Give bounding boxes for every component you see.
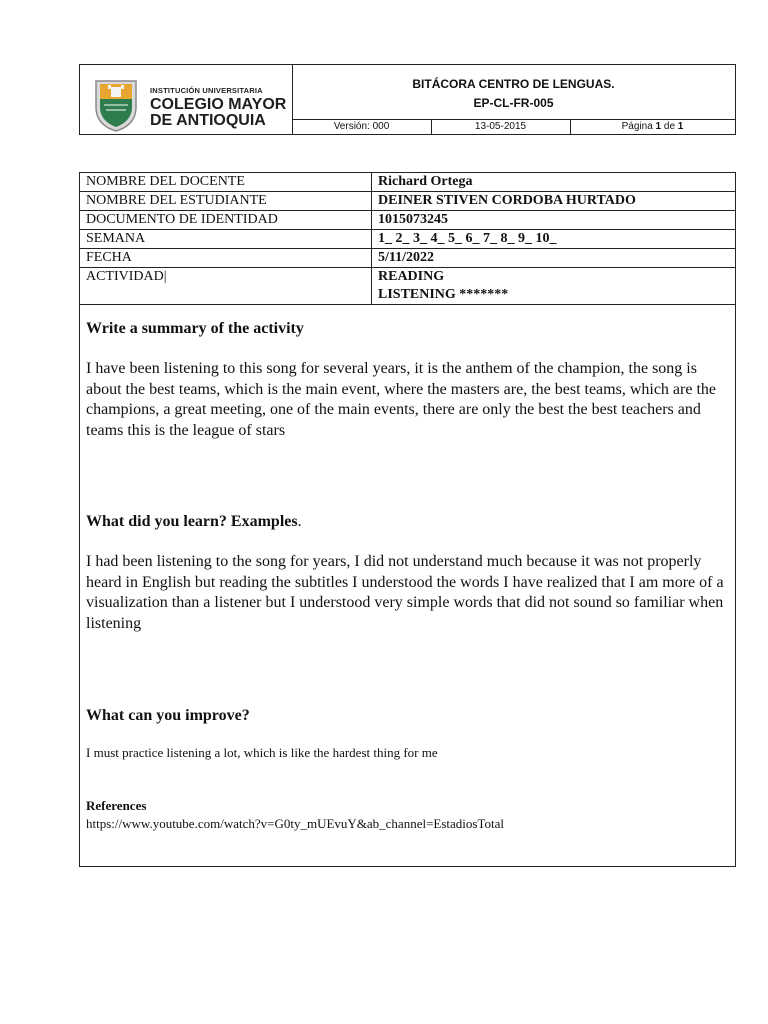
date-value: 5/11/2022	[372, 249, 736, 268]
date-cell: 13-05-2015	[431, 119, 571, 134]
page-label: Página	[621, 121, 653, 132]
teacher-label: NOMBRE DEL DOCENTE	[80, 173, 372, 192]
improve-heading: What can you improve?	[86, 707, 250, 724]
activity-line-2: LISTENING *******	[378, 287, 509, 302]
learn-heading-period: .	[297, 513, 302, 530]
logo-line-3: DE ANTIOQUIA	[150, 111, 266, 129]
activity-value	[372, 268, 736, 305]
learn-text: I had been listening to the song for years, I did not understand much because it was not properly heard in English but reading the subtitles I understood the words I have realized that I am more of a visualization than a listener but I understood very simple words that did not sound so familiar when listening	[86, 553, 724, 632]
page-of: de	[663, 121, 676, 132]
student-value: DEINER STIVEN CORDOBA HURTADO	[372, 192, 736, 211]
table-row	[80, 211, 736, 230]
logo-text	[150, 87, 286, 129]
title-cell	[292, 65, 735, 120]
document-code: EP-CL-FR-005	[473, 96, 554, 110]
table-row	[80, 249, 736, 268]
activity-content	[79, 301, 736, 867]
page-number: 1	[655, 121, 662, 132]
logo-cell	[80, 65, 293, 134]
student-label: NOMBRE DEL ESTUDIANTE	[80, 192, 372, 211]
meta-row	[292, 119, 735, 134]
week-value: 1_ 2_ 3_ 4_ 5_ 6_ 7_ 8_ 9_ 10_	[372, 230, 736, 249]
logo-line-2: COLEGIO MAYOR	[150, 95, 287, 113]
id-label: DOCUMENTO DE IDENTIDAD	[80, 211, 372, 230]
week-label: SEMANA	[80, 230, 372, 249]
table-row	[80, 173, 736, 192]
activity-label: ACTIVIDAD|	[80, 268, 372, 305]
learn-heading-text: What did you learn? Examples	[86, 513, 298, 530]
activity-line-1: READING	[378, 269, 445, 284]
student-info-table	[79, 172, 736, 305]
table-row	[80, 192, 736, 211]
references-link[interactable]: https://www.youtube.com/watch?v=G0ty_mUEvuY&ab_channel=EstadiosTotal	[86, 816, 504, 831]
document-title: BITÁCORA CENTRO DE LENGUAS.	[412, 77, 615, 91]
logo-line-1: INSTITUCIÓN UNIVERSITARIA	[150, 86, 263, 95]
table-row	[80, 230, 736, 249]
id-value: 1015073245	[372, 211, 736, 230]
page-cell	[570, 119, 735, 134]
table-row	[80, 268, 736, 305]
teacher-value: Richard Ortega	[372, 173, 736, 192]
improve-text: I must practice listening a lot, which is like the hardest thing for me	[86, 745, 438, 760]
summary-heading: Write a summary of the activity	[86, 320, 304, 337]
date-label: FECHA	[80, 249, 372, 268]
summary-text: I have been listening to this song for several years, it is the anthem of the champion, the song is about the best teams, which is the main event, where the masters are, the best teams, which are the champions, a great meeting, one of the main events, there are only the best the best teachers and teams this is the league of stars	[86, 360, 717, 439]
version-cell: Versión: 000	[292, 119, 432, 134]
document-header	[79, 64, 736, 135]
learn-heading	[86, 513, 302, 531]
institution-shield-icon	[92, 77, 140, 133]
references-heading: References	[86, 798, 147, 813]
page-total: 1	[677, 121, 684, 132]
